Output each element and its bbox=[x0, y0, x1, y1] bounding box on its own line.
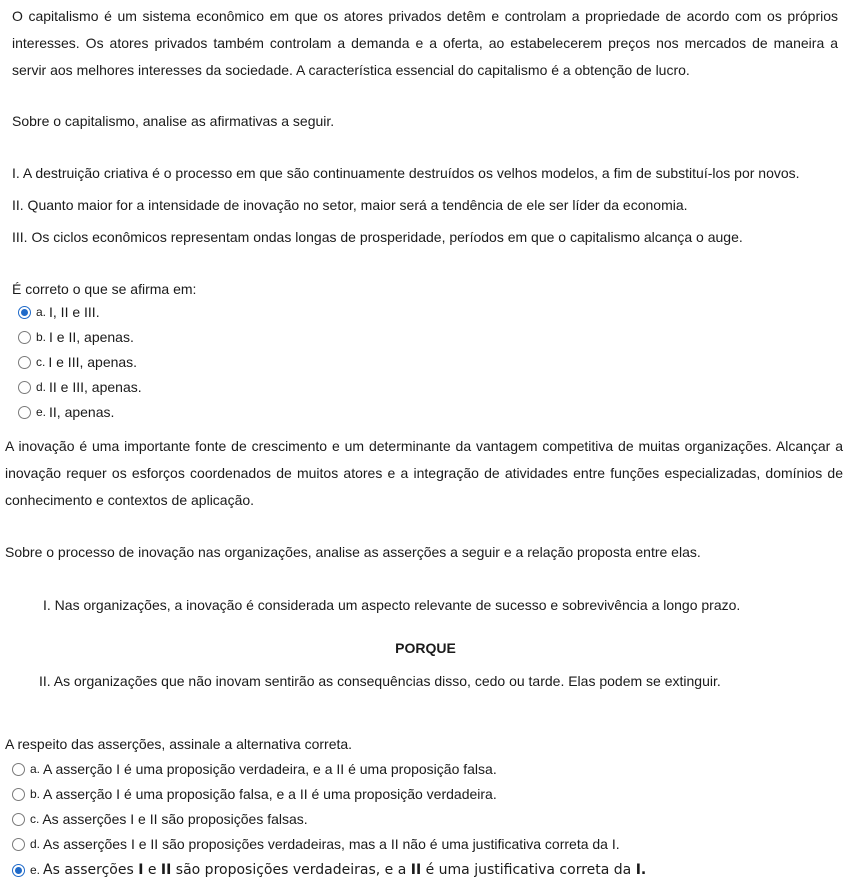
q1-option-b[interactable] bbox=[18, 326, 134, 348]
option-text: As asserções I e II são proposições verdadeiras, mas a II não é uma justificativa correta da I. bbox=[43, 836, 620, 852]
option-letter: e. bbox=[30, 863, 41, 877]
radio-button[interactable] bbox=[18, 331, 31, 344]
option-letter: e. bbox=[36, 405, 47, 419]
option-text: A asserção I é uma proposição falsa, e a II é uma proposição verdadeira. bbox=[43, 786, 497, 802]
option-text-part: As asserções bbox=[43, 862, 139, 878]
q1-question: É correto o que se afirma em: bbox=[12, 281, 197, 297]
q2-assertion-1: I. Nas organizações, a inovação é considerada um aspecto relevante de sucesso e sobrevivência a longo prazo. bbox=[43, 597, 741, 613]
q1-option-a[interactable] bbox=[18, 301, 100, 323]
option-text: II, apenas. bbox=[49, 404, 115, 420]
q2-option-b[interactable] bbox=[12, 783, 497, 805]
q1-intro: O capitalismo é um sistema econômico em que os atores privados detêm e controlam a propriedade de acordo com os próprios interesses. Os atores privados também controlam a demanda e a oferta, ao estabelecerem preços nos mercados de maneira a servir aos melhores interesses da sociedade. A característica essencial do capitalismo é a obtenção de lucro. bbox=[12, 8, 838, 78]
radio-button[interactable] bbox=[12, 788, 25, 801]
option-text: As asserções I e II são proposições falsas. bbox=[42, 811, 308, 827]
radio-button[interactable] bbox=[18, 381, 31, 394]
q2-prompt: Sobre o processo de inovação nas organizações, analise as asserções a seguir e a relação proposta entre elas. bbox=[5, 544, 701, 560]
option-text-bold: I. bbox=[635, 862, 647, 878]
q2-assertion-2: II. As organizações que não inovam sentirão as consequências disso, cedo ou tarde. Elas podem se extinguir. bbox=[39, 673, 721, 689]
option-text-part: e bbox=[143, 862, 161, 878]
option-text: A asserção I é uma proposição verdadeira, e a II é uma proposição falsa. bbox=[43, 761, 497, 777]
option-text-part: são proposições verdadeiras, e a bbox=[171, 862, 411, 878]
q1-option-c[interactable] bbox=[18, 351, 137, 373]
radio-button[interactable] bbox=[18, 356, 31, 369]
q2-porque: PORQUE bbox=[395, 640, 456, 656]
option-letter: c. bbox=[30, 812, 40, 826]
option-letter: b. bbox=[30, 787, 41, 801]
radio-button[interactable] bbox=[12, 838, 25, 851]
option-letter: d. bbox=[36, 380, 47, 394]
q2-option-d[interactable] bbox=[12, 833, 620, 855]
q1-statement-2: II. Quanto maior for a intensidade de inovação no setor, maior será a tendência de ele ser líder da economia. bbox=[12, 197, 688, 213]
option-letter: a. bbox=[30, 762, 41, 776]
radio-button-checked[interactable] bbox=[12, 864, 25, 877]
q1-statement-3: III. Os ciclos econômicos representam ondas longas de prosperidade, períodos em que o capitalismo alcança o auge. bbox=[12, 229, 743, 245]
q1-statement-1: I. A destruição criativa é o processo em que são continuamente destruídos os velhos modelos, a fim de substituí-los por novos. bbox=[12, 165, 800, 181]
q2-option-c[interactable] bbox=[12, 808, 308, 830]
option-text: II e III, apenas. bbox=[49, 379, 142, 395]
radio-button[interactable] bbox=[12, 813, 25, 826]
option-text: I e II, apenas. bbox=[49, 329, 134, 345]
option-text bbox=[43, 862, 646, 878]
radio-button[interactable] bbox=[18, 406, 31, 419]
q2-option-a[interactable] bbox=[12, 758, 497, 780]
radio-button-checked[interactable] bbox=[18, 306, 31, 319]
option-text-part: é uma justificativa correta da bbox=[421, 862, 636, 878]
option-text: I e III, apenas. bbox=[48, 354, 138, 370]
q2-intro: A inovação é uma importante fonte de crescimento e um determinante da vantagem competitiva de muitas organizações. Alcançar a inovação requer os esforços coordenados de muitos atores e a integração de atividades entre funções especializadas, domínios de conhecimento e contextos de aplicação. bbox=[5, 438, 843, 508]
option-text-bold: II bbox=[160, 862, 172, 878]
option-letter: d. bbox=[30, 837, 41, 851]
option-letter: c. bbox=[36, 355, 46, 369]
option-letter: a. bbox=[36, 305, 47, 319]
option-letter: b. bbox=[36, 330, 47, 344]
option-text-bold: I bbox=[138, 862, 144, 878]
option-text: I, II e III. bbox=[49, 304, 100, 320]
q1-prompt: Sobre o capitalismo, analise as afirmativas a seguir. bbox=[12, 113, 335, 129]
radio-button[interactable] bbox=[12, 763, 25, 776]
option-text-bold: II bbox=[410, 862, 422, 878]
q1-option-e[interactable] bbox=[18, 401, 114, 423]
q2-question: A respeito das asserções, assinale a alternativa correta. bbox=[5, 736, 353, 752]
q2-option-e[interactable] bbox=[12, 859, 646, 881]
q1-option-d[interactable] bbox=[18, 376, 142, 398]
